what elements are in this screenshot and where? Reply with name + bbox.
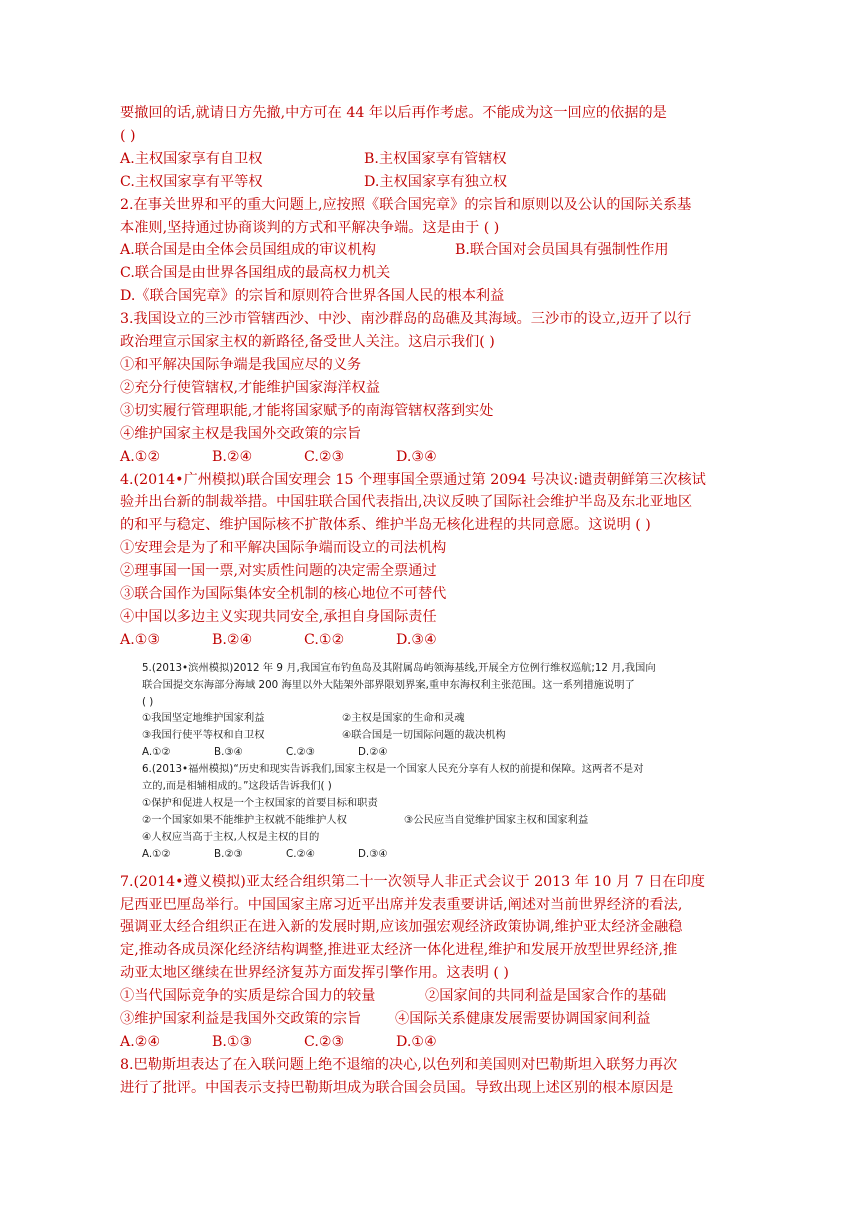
- statement-item: ④国际关系健康发展需要协调国家间利益: [395, 1011, 651, 1028]
- statement-item: ③我国行使平等权和自卫权: [142, 729, 265, 742]
- statement-item: ④人权应当高于主权,人权是主权的目的: [142, 830, 320, 843]
- statement-item: ④联合国是一切国际问题的裁决机构: [342, 729, 506, 742]
- exam-page: [120, 102, 740, 1100]
- answer-parentheses: ( ): [120, 127, 136, 144]
- choice-b: B.①③: [212, 1033, 253, 1050]
- statement-row: [120, 1008, 740, 1031]
- question-8: [120, 1054, 740, 1100]
- choice-c: C.①②: [304, 631, 345, 648]
- answer-choices: [120, 1031, 740, 1054]
- answer-choices: [120, 629, 740, 652]
- statement-row: [142, 710, 740, 727]
- choice-c: C.②④: [286, 847, 315, 860]
- choice-b: B.③④: [214, 746, 243, 759]
- question-stem-line: 政治理宣示国家主权的新路径,备受世人关注。这启示我们( ): [120, 334, 495, 351]
- answer-parentheses: ( ): [142, 695, 154, 708]
- choice-a: A.②④: [120, 1033, 161, 1050]
- choice-a: A.①②: [142, 746, 171, 759]
- statement-row: [142, 812, 740, 829]
- choice-c: C.②③: [304, 448, 345, 465]
- choice-b: B.②④: [212, 448, 253, 465]
- option-row: [120, 148, 740, 171]
- question-stem-line: 7.(2014•遵义模拟)亚太经合组织第二十一次领导人非正式会议于 2013 年 10 月 7 日在印度: [120, 873, 705, 890]
- statement-item: ③公民应当自觉维护国家主权和国家利益: [404, 813, 589, 826]
- option-b: B.主权国家享有管辖权: [364, 150, 507, 167]
- statement-item: ②充分行使管辖权,才能维护国家海洋权益: [120, 379, 380, 396]
- choice-d: D.①④: [396, 1033, 437, 1050]
- option-c: C.主权国家享有平等权: [120, 173, 263, 190]
- choice-d: D.③④: [396, 631, 437, 648]
- statement-item: ①当代国际竞争的实质是综合国力的较量: [120, 988, 376, 1005]
- statement-item: ②国家间的共同利益是国家合作的基础: [425, 988, 667, 1005]
- question-stem-line: 8.巴勒斯坦表达了在入联问题上绝不退缩的决心,以色列和美国则对巴勒斯坦入联努力再次: [120, 1056, 678, 1073]
- statement-item: ③维护国家利益是我国外交政策的宗旨: [120, 1011, 362, 1028]
- question-stem-line: 4.(2014•广州模拟)联合国安理会 15 个理事国全票通过第 2094 号决议:谴责朝鲜第三次核试: [120, 471, 706, 488]
- choice-c: C.②③: [304, 1033, 345, 1050]
- option-a: A.联合国是由全体会员国组成的审议机构: [120, 242, 376, 259]
- option-d: D.主权国家享有独立权: [364, 173, 508, 190]
- question-stem-line: 验并出台新的制裁举措。中国驻联合国代表指出,决议反映了国际社会维护半岛及东北亚地区: [120, 494, 693, 511]
- statement-item: ②一个国家如果不能维护主权就不能维护人权: [142, 813, 347, 826]
- statement-item: ②理事国一国一票,对实质性问题的决定需全票通过: [120, 563, 437, 580]
- question-4: [120, 469, 740, 652]
- question-3: [120, 308, 740, 468]
- option-row: [120, 171, 740, 194]
- question-stem-line: 的和平与稳定、维护国际核不扩散体系、维护半岛无核化进程的共同意愿。这说明 ( ): [120, 517, 651, 534]
- option-d: D.《联合国宪章》的宗旨和原则符合世界各国人民的根本利益: [120, 288, 505, 305]
- question-stem-line: 强调亚太经合组织正在进入新的发展时期,应该加强宏观经济政策协调,维护亚太经济金融稳: [120, 919, 683, 936]
- option-a: A.主权国家享有自卫权: [120, 150, 263, 167]
- statement-item: ①我国坚定地维护国家利益: [142, 712, 265, 725]
- choice-a: A.①②: [142, 847, 171, 860]
- choice-b: B.②④: [212, 631, 253, 648]
- answer-choices: [142, 846, 740, 863]
- choice-a: A.①②: [120, 448, 161, 465]
- question-7: [120, 871, 740, 1054]
- choice-d: D.③④: [396, 448, 437, 465]
- question-stem-line: 2.在事关世界和平的重大问题上,应按照《联合国宪章》的宗旨和原则以及公认的国际关系基: [120, 196, 692, 213]
- question-stem-line: 动亚太地区继续在世界经济复苏方面发挥引擎作用。这表明 ( ): [120, 965, 509, 982]
- option-b: B.联合国对会员国具有强制性作用: [455, 242, 669, 259]
- option-c: C.联合国是由世界各国组成的最高权力机关: [120, 265, 391, 282]
- question-1: [120, 102, 740, 194]
- statement-item: ④维护国家主权是我国外交政策的宗旨: [120, 425, 362, 442]
- choice-b: B.②③: [214, 847, 243, 860]
- statement-item: ①保护和促进人权是一个主权国家的首要目标和职责: [142, 797, 378, 809]
- statement-row: [120, 985, 740, 1008]
- statement-item: ③联合国作为国际集体安全机制的核心地位不可替代: [120, 586, 447, 603]
- question-stem-line: 定,推动各成员深化经济结构调整,推进亚太经济一体化进程,维护和发展开放型世界经济,推: [120, 942, 678, 959]
- statement-item: ③切实履行管理职能,才能将国家赋予的南海管辖权落到实处: [120, 402, 494, 419]
- choice-a: A.①③: [120, 631, 161, 648]
- option-row: [120, 239, 740, 262]
- answer-choices: [120, 446, 740, 469]
- question-stem-line: 3.我国设立的三沙市管辖西沙、中沙、南沙群岛的岛礁及其海域。三沙市的设立,迈开了以行: [120, 311, 692, 328]
- question-stem-line: 要撤回的话,就请日方先撤,中方可在 44 年以后再作考虑。不能成为这一回应的依据的是: [120, 105, 667, 121]
- statement-item: ①安理会是为了和平解决国际争端而设立的司法机构: [120, 540, 447, 557]
- choice-c: C.②③: [286, 746, 315, 759]
- statement-item: ①和平解决国际争端是我国应尽的义务: [120, 356, 362, 373]
- question-2: [120, 194, 740, 309]
- question-5-stem-line: 联合国提交东海部分海域 200 海里以外大陆架外部界限划界案,重申东海权利主张范围。这一系列措施说明了: [142, 678, 635, 691]
- question-5-stem-line: 5.(2013•滨州模拟)2012 年 9 月,我国宣布钓鱼岛及其附属岛屿领海基线,开展全方位例行维权巡航;12 月,我国向: [142, 661, 656, 674]
- statement-item: ②主权是国家的生命和灵魂: [342, 712, 465, 725]
- question-stem-line: 进行了批评。中国表示支持巴勒斯坦成为联合国会员国。导致出现上述区别的根本原因是: [120, 1079, 674, 1096]
- choice-d: D.②④: [358, 746, 388, 759]
- embedded-questions-block: [120, 660, 740, 863]
- answer-choices: [142, 744, 740, 761]
- question-stem-line: 本准则,坚持通过协商谈判的方式和平解决争端。这是由于 ( ): [120, 219, 500, 236]
- question-stem-line: 尼西亚巴厘岛举行。中国国家主席习近平出席并发表重要讲话,阐述对当前世界经济的看法,: [120, 896, 683, 913]
- question-6-stem-line: 立的,而是相辅相成的。”这段话告诉我们( ): [142, 780, 332, 793]
- statement-row: [142, 727, 740, 744]
- statement-item: ④中国以多边主义实现共同安全,承担自身国际责任: [120, 608, 437, 625]
- choice-d: D.③④: [358, 847, 388, 860]
- question-6-stem-line: 6.(2013•福州模拟)“历史和现实告诉我们,国家主权是一个国家人民充分享有人权的前提和保障。这两者不是对: [142, 763, 644, 776]
